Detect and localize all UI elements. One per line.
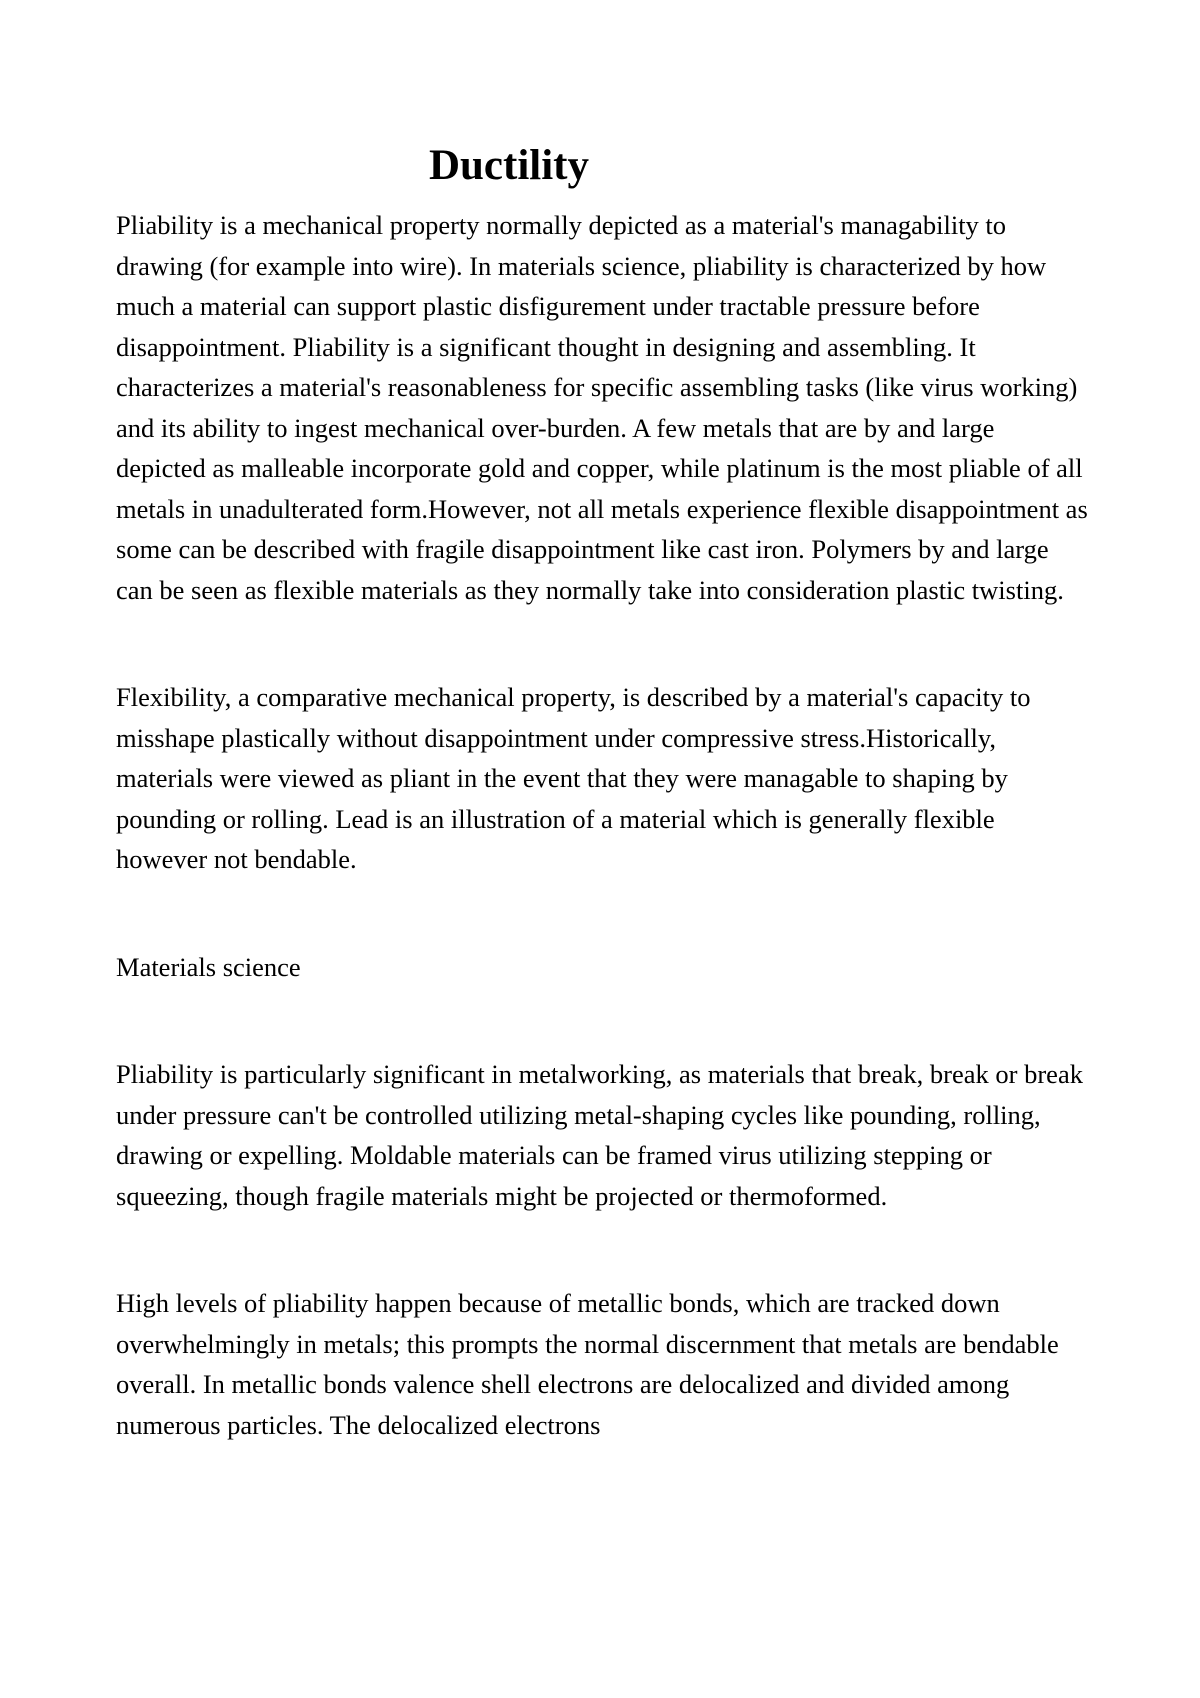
document-title: Ductility — [428, 142, 590, 189]
section-heading-materials-science: Materials science — [116, 951, 301, 982]
paragraph-flexibility: Flexibility, a comparative mechanical property, is described by a material's capacity to misshape plastically without disappointment under compressive stress.Historically, materials were viewed as pliant in the event that they were managable to shaping by pounding or rolling. Lead is an illustration of a material which is generally flexible however not bendable. — [116, 682, 1031, 874]
document-body — [116, 205, 1088, 1445]
paragraph-metallic-bonds: High levels of pliability happen because of metallic bonds, which are tracked down overwhelmingly in metals; this prompts the normal discernment that metals are bendable overall. In metallic bonds valence shell electrons are delocalized and divided among numerous particles. The delocalized electrons — [116, 1288, 1059, 1440]
paragraph-ductility-definition: Pliability is a mechanical property normally depicted as a material's managability to drawing (for example into wire). In materials science, pliability is characterized by how much a material can support plastic disfigurement under tractable pressure before disappointment. Pliability is a significant thought in designing and assembling. It characterizes a material's reasonableness for specific assembling tasks (like virus working) and its ability to ingest mechanical over-burden. A few metals that are by and large depicted as malleable incorporate gold and copper, while platinum is the most pliable of all metals in unadulterated form.However, not all metals experience flexible disappointment as some can be described with fragile disappointment like cast iron. Polymers by and large can be seen as flexible materials as they normally take into consideration plastic twisting. — [116, 210, 1088, 605]
paragraph-metalworking: Pliability is particularly significant in metalworking, as materials that break, break or break under pressure can't be controlled utilizing metal-shaping cycles like pounding, rolling, drawing or expelling. Moldable materials can be framed virus utilizing stepping or squeezing, though fragile materials might be projected or thermoformed. — [116, 1059, 1083, 1211]
